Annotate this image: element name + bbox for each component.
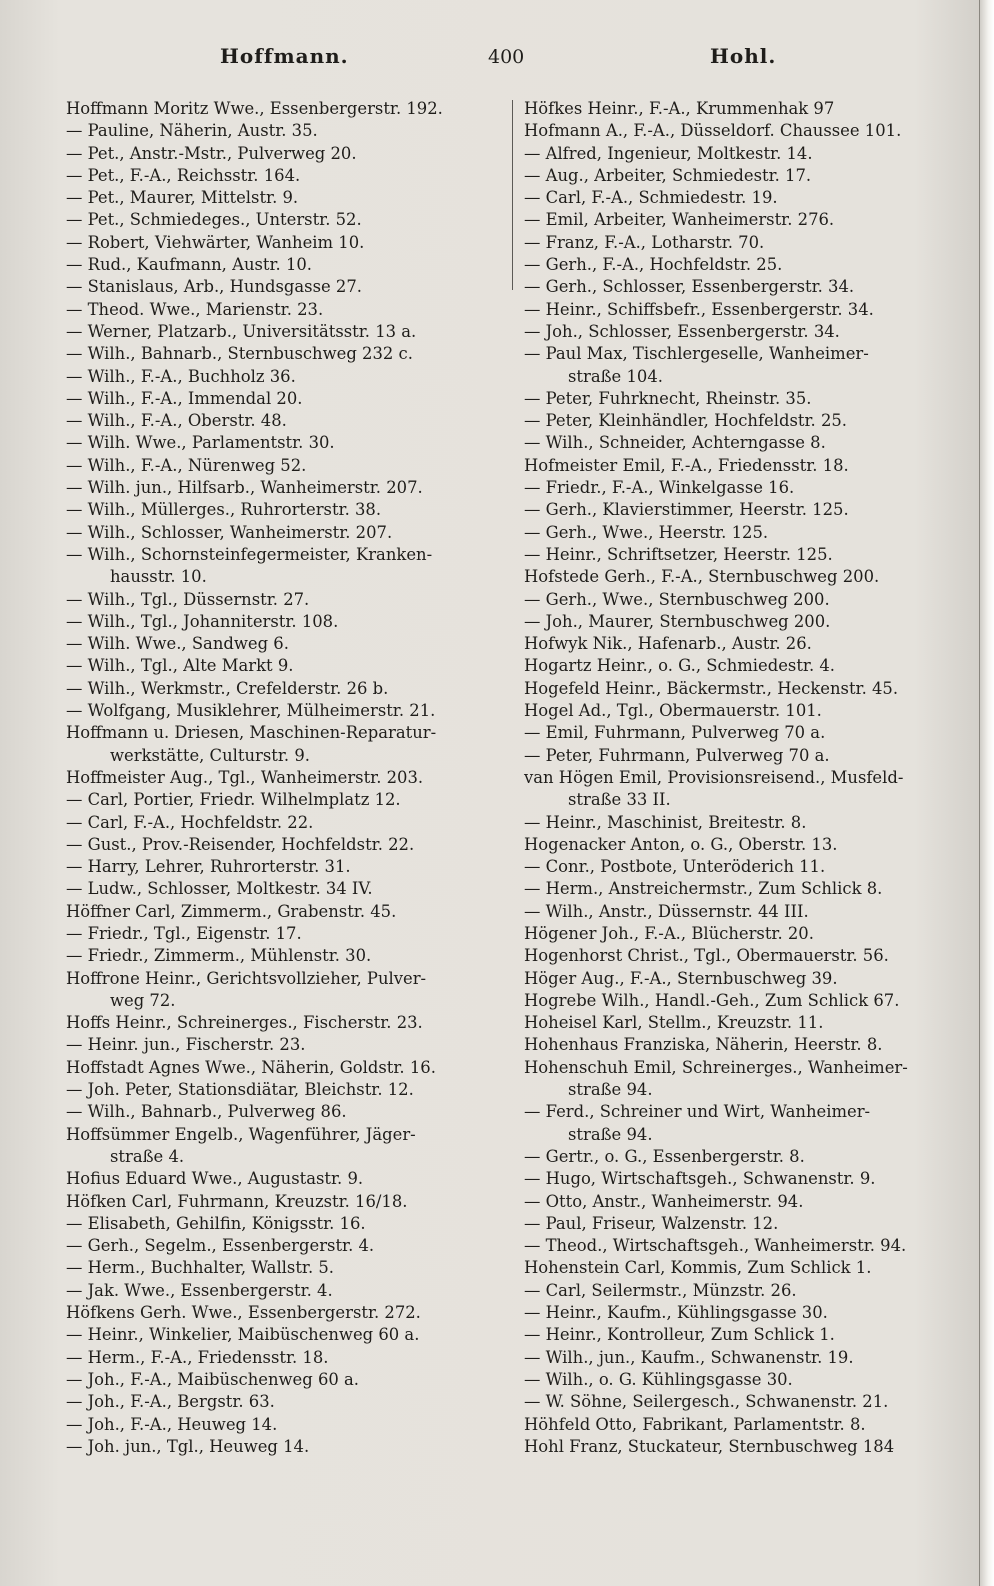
- directory-entry-continuation: straße 104.: [568, 366, 663, 386]
- directory-entry: — Joh., Schlosser, Essenbergerstr. 34.: [524, 321, 840, 341]
- left-column: [66, 98, 496, 1458]
- directory-entry: Hohl Franz, Stuckateur, Sternbuschweg 184: [524, 1436, 895, 1456]
- directory-entry: — Joh. jun., Tgl., Heuweg 14.: [66, 1436, 310, 1456]
- directory-entry: — Gerh., Wwe., Sternbuschweg 200.: [524, 589, 830, 609]
- directory-entry: — Herm., F.-A., Friedensstr. 18.: [66, 1347, 329, 1367]
- directory-entry: Höfkes Heinr., F.-A., Krummenhak 97: [524, 99, 835, 118]
- directory-entry: — Carl, F.-A., Hochfeldstr. 22.: [66, 812, 314, 832]
- header-right-title: Hohl.: [710, 44, 777, 68]
- directory-entry: — Gerh., F.-A., Hochfeldstr. 25.: [524, 255, 783, 275]
- column-divider: [512, 100, 513, 290]
- directory-entry: van Högen Emil, Provisionsreisend., Musfeld-: [524, 767, 904, 787]
- directory-entry: — Gerh., Klavierstimmer, Heerstr. 125.: [524, 500, 849, 520]
- directory-entry: — Wilh., Schneider, Achterngasse 8.: [524, 433, 826, 453]
- directory-entry: — Wilh., Müllerges., Ruhrorterstr. 38.: [66, 500, 382, 520]
- directory-entry: — Gertr., o. G., Essenbergerstr. 8.: [524, 1146, 805, 1166]
- directory-entry: Hogenacker Anton, o. G., Oberstr. 13.: [524, 834, 838, 854]
- directory-entry: — Wilh. Wwe., Sandweg 6.: [66, 634, 289, 654]
- directory-entry: — Wilh. Wwe., Parlamentstr. 30.: [66, 433, 335, 453]
- directory-entry: — Emil, Fuhrmann, Pulverweg 70 a.: [524, 723, 826, 743]
- directory-entry: — Wilh., Tgl., Johanniterstr. 108.: [66, 611, 339, 631]
- directory-entry: — Hugo, Wirtschaftsgeh., Schwanenstr. 9.: [524, 1169, 876, 1189]
- directory-entry: Hoffsümmer Engelb., Wagenführer, Jäger-: [66, 1124, 416, 1144]
- directory-entry: — Wilh., Bahnarb., Pulverweg 86.: [66, 1102, 347, 1122]
- directory-entry: Hogrebe Wilh., Handl.-Geh., Zum Schlick 67.: [524, 990, 900, 1010]
- directory-entry-continuation: straße 94.: [568, 1124, 653, 1144]
- directory-entry: — Gerh., Segelm., Essenbergerstr. 4.: [66, 1236, 375, 1256]
- directory-entry: — Carl, F.-A., Schmiedestr. 19.: [524, 188, 778, 208]
- directory-entry: — Herm., Buchhalter, Wallstr. 5.: [66, 1258, 335, 1278]
- directory-entry: — Carl, Seilermstr., Münzstr. 26.: [524, 1280, 797, 1300]
- directory-entry: — Heinr., Kontrolleur, Zum Schlick 1.: [524, 1325, 835, 1345]
- directory-entry: — Heinr., Kaufm., Kühlingsgasse 30.: [524, 1303, 828, 1323]
- directory-entry: — Theod. Wwe., Marienstr. 23.: [66, 299, 324, 319]
- directory-entry: — Heinr., Schriftsetzer, Heerstr. 125.: [524, 544, 833, 564]
- directory-entry: — Conr., Postbote, Unteröderich 11.: [524, 857, 826, 877]
- directory-entry: — W. Söhne, Seilergesch., Schwanenstr. 21.: [524, 1392, 889, 1412]
- directory-entry: — Wilh., jun., Kaufm., Schwanenstr. 19.: [524, 1347, 854, 1367]
- directory-entry: — Joh., Maurer, Sternbuschweg 200.: [524, 611, 831, 631]
- directory-entry: — Heinr., Maschinist, Breitestr. 8.: [524, 812, 807, 832]
- directory-entry: — Pet., F.-A., Reichsstr. 164.: [66, 165, 301, 185]
- directory-entry: Hohenschuh Emil, Schreinerges., Wanheimer-: [524, 1057, 908, 1077]
- directory-entry: Höhfeld Otto, Fabrikant, Parlamentstr. 8.: [524, 1414, 866, 1434]
- directory-entry-continuation: straße 94.: [568, 1080, 653, 1100]
- directory-entry: Hoffmeister Aug., Tgl., Wanheimerstr. 203.: [66, 767, 424, 787]
- directory-entry: Hohenhaus Franziska, Näherin, Heerstr. 8.: [524, 1035, 883, 1055]
- directory-entry: Hofwyk Nik., Hafenarb., Austr. 26.: [524, 634, 812, 654]
- directory-entry: — Harry, Lehrer, Ruhrorterstr. 31.: [66, 857, 351, 877]
- directory-entry: — Franz, F.-A., Lotharstr. 70.: [524, 232, 765, 252]
- directory-entry: Hoffrone Heinr., Gerichtsvollzieher, Pulver-: [66, 968, 427, 988]
- directory-entry: — Herm., Anstreichermstr., Zum Schlick 8.: [524, 879, 883, 899]
- page-edge-strip: [979, 0, 994, 1586]
- directory-entry: — Heinr., Schiffsbefr., Essenbergerstr. 34.: [524, 299, 874, 319]
- directory-entry: — Heinr. jun., Fischerstr. 23.: [66, 1035, 306, 1055]
- directory-entry: — Wilh., Tgl., Alte Markt 9.: [66, 656, 294, 676]
- directory-entry: — Wilh., Tgl., Düssernstr. 27.: [66, 589, 310, 609]
- directory-entry: — Friedr., Tgl., Eigenstr. 17.: [66, 923, 302, 943]
- directory-entry: Höfkens Gerh. Wwe., Essenbergerstr. 272.: [66, 1303, 421, 1323]
- directory-entry: — Emil, Arbeiter, Wanheimerstr. 276.: [524, 210, 835, 230]
- directory-entry: — Gerh., Schlosser, Essenbergerstr. 34.: [524, 277, 855, 297]
- directory-entry: Hoffmann Moritz Wwe., Essenbergerstr. 192.: [66, 99, 443, 118]
- directory-entry: Hoheisel Karl, Stellm., Kreuzstr. 11.: [524, 1013, 824, 1033]
- directory-entry: Höffner Carl, Zimmerm., Grabenstr. 45.: [66, 901, 397, 921]
- directory-entry-continuation: weg 72.: [110, 990, 176, 1010]
- directory-entry: — Ludw., Schlosser, Moltkestr. 34 IV.: [66, 879, 373, 899]
- directory-entry-continuation: straße 33 II.: [568, 790, 671, 810]
- directory-entry: — Paul, Friseur, Walzenstr. 12.: [524, 1213, 779, 1233]
- directory-entry: — Wolfgang, Musiklehrer, Mülheimerstr. 21.: [66, 701, 436, 721]
- directory-entry: — Pauline, Näherin, Austr. 35.: [66, 121, 318, 141]
- directory-entry: — Wilh., Bahnarb., Sternbuschweg 232 c.: [66, 344, 413, 364]
- directory-entry: — Gerh., Wwe., Heerstr. 125.: [524, 522, 769, 542]
- directory-entry: — Joh., F.-A., Bergstr. 63.: [66, 1392, 275, 1412]
- directory-entry: — Jak. Wwe., Essenbergerstr. 4.: [66, 1280, 333, 1300]
- directory-entry: — Ferd., Schreiner und Wirt, Wanheimer-: [524, 1102, 871, 1122]
- directory-entry: — Peter, Fuhrmann, Pulverweg 70 a.: [524, 745, 830, 765]
- directory-entry: Höfken Carl, Fuhrmann, Kreuzstr. 16/18.: [66, 1191, 408, 1211]
- directory-entry: Höger Aug., F.-A., Sternbuschweg 39.: [524, 968, 838, 988]
- directory-entry-continuation: hausstr. 10.: [110, 567, 207, 587]
- directory-entry: Hogartz Heinr., o. G., Schmiedestr. 4.: [524, 656, 836, 676]
- directory-entry: — Joh. Peter, Stationsdiätar, Bleichstr. 12.: [66, 1080, 414, 1100]
- directory-entry: — Aug., Arbeiter, Schmiedestr. 17.: [524, 165, 812, 185]
- directory-entry: — Wilh. jun., Hilfsarb., Wanheimerstr. 207.: [66, 478, 423, 498]
- directory-entry: — Gust., Prov.-Reisender, Hochfeldstr. 22.: [66, 834, 415, 854]
- directory-entry: — Wilh., F.-A., Oberstr. 48.: [66, 411, 287, 431]
- directory-entry: — Wilh., F.-A., Nürenweg 52.: [66, 455, 307, 475]
- directory-entry: Hohenstein Carl, Kommis, Zum Schlick 1.: [524, 1258, 872, 1278]
- directory-entry: — Pet., Anstr.-Mstr., Pulverweg 20.: [66, 143, 357, 163]
- directory-entry: Hoffmann u. Driesen, Maschinen-Reparatur-: [66, 723, 437, 743]
- directory-entry: — Heinr., Winkelier, Maibüschenweg 60 a.: [66, 1325, 420, 1345]
- directory-entry: — Paul Max, Tischlergeselle, Wanheimer-: [524, 344, 869, 364]
- directory-entry: — Friedr., F.-A., Winkelgasse 16.: [524, 478, 795, 498]
- directory-entry: Hogefeld Heinr., Bäckermstr., Heckenstr. 45.: [524, 678, 899, 698]
- directory-entry: — Theod., Wirtschaftsgeh., Wanheimerstr. 94.: [524, 1236, 907, 1256]
- directory-entry: — Wilh., Schornsteinfegermeister, Kranken-: [66, 544, 433, 564]
- directory-entry: — Pet., Maurer, Mittelstr. 9.: [66, 188, 299, 208]
- directory-entry: — Wilh., F.-A., Buchholz 36.: [66, 366, 296, 386]
- directory-entry: Hogenhorst Christ., Tgl., Obermauerstr. 56.: [524, 946, 889, 966]
- directory-entry: Hofius Eduard Wwe., Augustastr. 9.: [66, 1169, 364, 1189]
- directory-entry: — Wilh., F.-A., Immendal 20.: [66, 388, 303, 408]
- directory-entry: — Otto, Anstr., Wanheimerstr. 94.: [524, 1191, 804, 1211]
- directory-entry: Hoffs Heinr., Schreinerges., Fischerstr. 23.: [66, 1013, 423, 1033]
- directory-entry: — Joh., F.-A., Maibüschenweg 60 a.: [66, 1369, 359, 1389]
- directory-entry: — Peter, Fuhrknecht, Rheinstr. 35.: [524, 388, 812, 408]
- header-left-title: Hoffmann.: [220, 44, 349, 68]
- page-number: 400: [488, 46, 525, 68]
- directory-entry: — Stanislaus, Arb., Hundsgasse 27.: [66, 277, 362, 297]
- directory-entry: — Joh., F.-A., Heuweg 14.: [66, 1414, 278, 1434]
- directory-entry: — Rud., Kaufmann, Austr. 10.: [66, 255, 313, 275]
- directory-entry: — Werner, Platzarb., Universitätsstr. 13 a.: [66, 321, 417, 341]
- directory-entry: — Carl, Portier, Friedr. Wilhelmplatz 12.: [66, 790, 401, 810]
- directory-entry: — Robert, Viehwärter, Wanheim 10.: [66, 232, 365, 252]
- directory-entry: Hogel Ad., Tgl., Obermauerstr. 101.: [524, 701, 822, 721]
- directory-entry: Hofmeister Emil, F.-A., Friedensstr. 18.: [524, 455, 849, 475]
- directory-entry: — Alfred, Ingenieur, Moltkestr. 14.: [524, 143, 813, 163]
- directory-entry: — Peter, Kleinhändler, Hochfeldstr. 25.: [524, 411, 848, 431]
- directory-entry-continuation: werkstätte, Culturstr. 9.: [110, 745, 310, 765]
- directory-entry: Högener Joh., F.-A., Blücherstr. 20.: [524, 923, 814, 943]
- directory-entry: — Friedr., Zimmerm., Mühlenstr. 30.: [66, 946, 372, 966]
- directory-entry: — Wilh., Werkmstr., Crefelderstr. 26 b.: [66, 678, 389, 698]
- directory-entry: — Wilh., o. G. Kühlingsgasse 30.: [524, 1369, 793, 1389]
- directory-entry: Hoffstadt Agnes Wwe., Näherin, Goldstr. 16.: [66, 1057, 436, 1077]
- directory-entry-continuation: straße 4.: [110, 1146, 185, 1166]
- directory-entry: — Wilh., Anstr., Düssernstr. 44 III.: [524, 901, 809, 921]
- directory-entry: — Elisabeth, Gehilfin, Königsstr. 16.: [66, 1213, 366, 1233]
- directory-entry: — Pet., Schmiedeges., Unterstr. 52.: [66, 210, 362, 230]
- right-column: [524, 98, 954, 1458]
- page-header: [60, 44, 930, 84]
- directory-entry: Hofmann A., F.-A., Düsseldorf. Chaussee 101.: [524, 121, 902, 141]
- directory-entry: Hofstede Gerh., F.-A., Sternbuschweg 200.: [524, 567, 880, 587]
- directory-entry: — Wilh., Schlosser, Wanheimerstr. 207.: [66, 522, 393, 542]
